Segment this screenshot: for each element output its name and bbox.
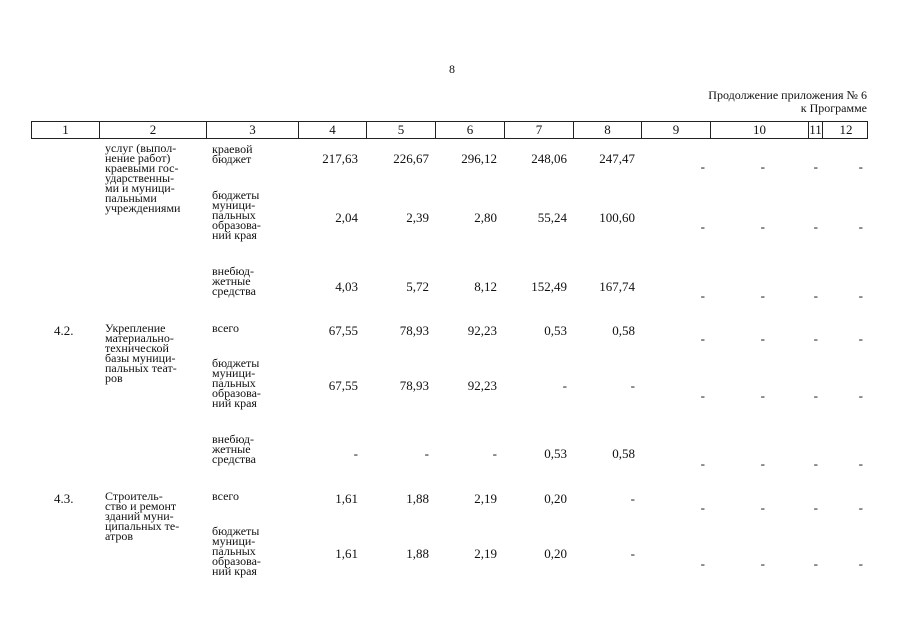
dash-cell: - (700, 331, 705, 346)
funding-source: внебюд- жетные средства (212, 264, 257, 298)
header-col-1: 1 (62, 122, 69, 137)
dash-cell: - (858, 456, 863, 471)
dash-cell: - (760, 456, 765, 471)
dash-cell: - (858, 219, 863, 234)
value-cell: 67,55 (328, 378, 358, 393)
value-cell: 1,61 (335, 546, 358, 561)
dash-cell: - (813, 331, 818, 346)
value-cell: 8,12 (474, 279, 497, 294)
value-cell: 92,23 (467, 378, 497, 393)
dash-cell: - (813, 288, 818, 303)
value-cell: 2,19 (474, 491, 497, 506)
value-cell: 0,58 (612, 446, 635, 461)
value-cell: 1,61 (335, 491, 358, 506)
funding-source: бюджеты муници- пальных образова- ний края (212, 188, 261, 242)
value-cell: 247,47 (599, 151, 635, 166)
dash-cell: - (760, 331, 765, 346)
value-cell: 1,88 (406, 491, 429, 506)
header-col-12: 12 (822, 122, 869, 138)
dash-cell: - (700, 219, 705, 234)
value-cell: 100,60 (599, 210, 635, 225)
header-col-5: 5 (366, 122, 435, 138)
dash-cell: - (858, 159, 863, 174)
row-name: Укрепление материально- технической базы муници- пальных теат- ров (105, 321, 177, 385)
funding-source: всего (212, 489, 240, 503)
value-cell: 78,93 (399, 323, 429, 338)
dash-cell: - (700, 500, 705, 515)
row-name: услуг (выпол- нение работ) краевыми гос- ударственны- ми и муници- пальными учреждениями (105, 141, 181, 215)
value-cell: - (630, 378, 635, 393)
value-cell: 2,04 (335, 210, 358, 225)
value-cell: - (424, 446, 429, 461)
value-cell: 2,39 (406, 210, 429, 225)
dash-cell: - (760, 159, 765, 174)
dash-cell: - (700, 456, 705, 471)
dash-cell: - (813, 159, 818, 174)
value-cell: 78,93 (399, 378, 429, 393)
dash-cell: - (813, 219, 818, 234)
item-number: 4.3. (54, 491, 74, 506)
header-col-3: 3 (206, 122, 298, 138)
header-col-8: 8 (573, 122, 641, 138)
value-cell: 226,67 (393, 151, 429, 166)
value-cell: 248,06 (531, 151, 567, 166)
dash-cell: - (700, 556, 705, 571)
dash-cell: - (813, 556, 818, 571)
value-cell: - (630, 546, 635, 561)
dash-cell: - (858, 388, 863, 403)
value-cell: - (353, 446, 358, 461)
value-cell: 0,53 (544, 323, 567, 338)
item-number: 4.2. (54, 323, 74, 338)
funding-source: всего (212, 321, 240, 335)
row-name: Строитель- ство и ремонт зданий муни- ципальных те- атров (105, 489, 180, 543)
value-cell: 1,88 (406, 546, 429, 561)
dash-cell: - (858, 556, 863, 571)
continuation-line-2: к Программе (800, 101, 867, 115)
value-cell: - (630, 491, 635, 506)
value-cell: 152,49 (531, 279, 567, 294)
value-cell: 0,20 (544, 491, 567, 506)
dash-cell: - (858, 331, 863, 346)
value-cell: 167,74 (599, 279, 635, 294)
header-col-6: 6 (435, 122, 504, 138)
value-cell: 55,24 (537, 210, 567, 225)
dash-cell: - (760, 288, 765, 303)
header-col-4: 4 (298, 122, 366, 138)
value-cell: - (492, 446, 497, 461)
header-col-9: 9 (641, 122, 710, 138)
dash-cell: - (760, 219, 765, 234)
funding-source: бюджеты муници- пальных образова- ний края (212, 356, 261, 410)
table-header (31, 121, 868, 139)
funding-source: бюджеты муници- пальных образова- ний края (212, 524, 261, 578)
funding-source: краевой бюджет (212, 142, 253, 166)
header-col-11: 11 (809, 122, 822, 137)
value-cell: 5,72 (406, 279, 429, 294)
dash-cell: - (858, 500, 863, 515)
dash-cell: - (813, 388, 818, 403)
value-cell: 4,03 (335, 279, 358, 294)
value-cell: - (562, 378, 567, 393)
value-cell: 2,80 (474, 210, 497, 225)
value-cell: 0,53 (544, 446, 567, 461)
header-col-10: 10 (710, 122, 808, 138)
value-cell: 0,20 (544, 546, 567, 561)
dash-cell: - (760, 556, 765, 571)
value-cell: 92,23 (467, 323, 497, 338)
continuation-line-1: Продолжение приложения № 6 (708, 88, 867, 102)
value-cell: 296,12 (461, 151, 497, 166)
dash-cell: - (760, 500, 765, 515)
dash-cell: - (813, 500, 818, 515)
dash-cell: - (760, 388, 765, 403)
header-col-2: 2 (99, 122, 206, 138)
funding-source: внебюд- жетные средства (212, 432, 257, 466)
dash-cell: - (813, 456, 818, 471)
value-cell: 67,55 (328, 323, 358, 338)
dash-cell: - (700, 159, 705, 174)
dash-cell: - (700, 388, 705, 403)
value-cell: 217,63 (322, 151, 358, 166)
value-cell: 0,58 (612, 323, 635, 338)
dash-cell: - (858, 288, 863, 303)
value-cell: 2,19 (474, 546, 497, 561)
header-col-7: 7 (504, 122, 573, 138)
page-number: 8 (449, 62, 455, 76)
dash-cell: - (700, 288, 705, 303)
